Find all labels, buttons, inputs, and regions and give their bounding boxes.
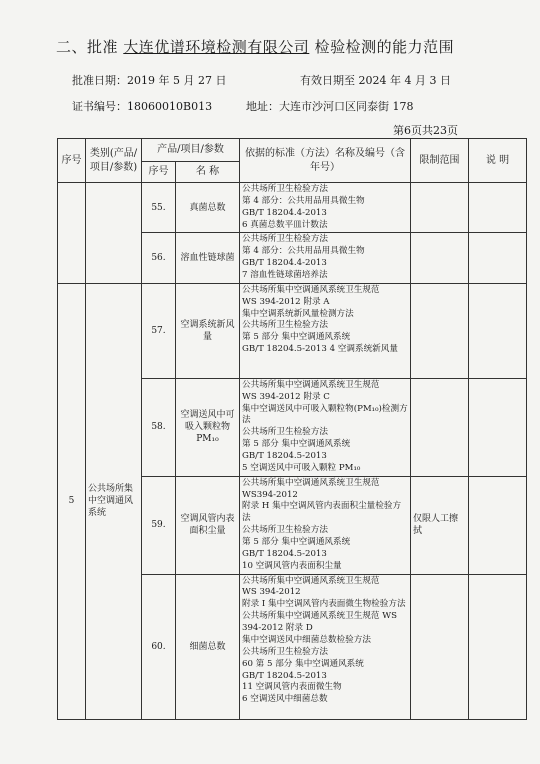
approval-date: 批准日期：2019 年 5 月 27 日 (72, 74, 227, 87)
item-number: 60. (142, 574, 176, 719)
item-number: 55. (142, 183, 176, 233)
item-name: 空调送风中可吸入颗粒物 PM₁₀ (176, 378, 240, 476)
note-cell (469, 378, 527, 476)
standard-line: 集中空调系统新风量检测方法 (242, 308, 354, 319)
header-note: 说 明 (469, 139, 527, 183)
header-product-group: 产品/项目/参数 (142, 139, 240, 162)
standard-line: 集中空调送风中可吸入颗粒物(PM₁₀)检测方法 (242, 403, 408, 426)
standard-line: 附录 H 集中空调风管内表面积尘量检验方法 (242, 501, 402, 524)
certificate-number: 证书编号：18060010B013 (72, 100, 213, 113)
standard-line: WS 394-2012 附录 C (242, 391, 330, 402)
item-number: 56. (142, 233, 176, 283)
standard-line: 公共场所卫生检验方法 (242, 646, 328, 657)
standard-line: GB/T 18204.5-2013 (242, 451, 327, 462)
standard-line: 集中空调送风中细菌总数检验方法 (242, 634, 371, 645)
item-number: 58. (142, 378, 176, 476)
standard-line: 公共场所卫生检验方法 (242, 234, 328, 245)
standard-line: 附录 I 集中空调风管内表面微生物检验方法 公共场所集中空调通风系统卫生规范 WS 394-2012 附录 D (242, 599, 406, 634)
note-cell (469, 283, 527, 378)
standard-cell (240, 233, 411, 283)
standard-cell (240, 283, 411, 378)
standard-line: 10 空调风管内表面积尘量 (242, 560, 342, 571)
standard-line: 7 溶血性链球菌培养法 (242, 270, 328, 281)
standard-line: 6 空调送风中细菌总数 (242, 694, 328, 705)
standard-line: 公共场所集中空调通风系统卫生规范 (242, 575, 380, 586)
valid-until: 有效日期至 2024 年 4 月 3 日 (300, 74, 451, 87)
standard-line: 公共场所集中空调通风系统卫生规范 (242, 379, 380, 390)
category-name: 公共场所集中空调通风系统 (86, 283, 142, 719)
standard-line: 5 空调送风中可吸入颗粒 PM₁₀ (242, 462, 361, 473)
limit-cell (411, 183, 469, 233)
standard-line: 公共场所卫生检验方法 (242, 320, 328, 331)
item-number: 57. (142, 283, 176, 378)
standard-line: WS 394-2012 (242, 587, 301, 598)
address: 地址：大连市沙河口区同泰街 178 (246, 100, 414, 113)
standard-line: 第 5 部分 集中空调通风系统 (242, 537, 351, 548)
category-seq: 5 (58, 283, 86, 719)
header-item-name: 名 称 (176, 162, 240, 183)
standard-line: 公共场所卫生检验方法 (242, 427, 328, 438)
seq-cell (58, 183, 86, 284)
standard-line: 第 4 部分：公共用品用具微生物 (242, 195, 365, 206)
capability-table (57, 138, 527, 720)
company-name: 大连优谱环境检测有限公司 (123, 38, 310, 56)
standard-cell (240, 476, 411, 574)
page-number: 第6页共23页 (393, 124, 458, 137)
standard-line: 公共场所集中空调通风系统卫生规范 (242, 284, 380, 295)
limit-cell: 仅限人工擦拭 (411, 476, 469, 574)
standard-line: 公共场所卫生检验方法 (242, 525, 328, 536)
limit-cell (411, 574, 469, 719)
note-cell (469, 183, 527, 233)
standard-line: WS 394-2012 附录 A (242, 296, 330, 307)
table-row (58, 283, 527, 378)
standard-line: 第 5 部分 集中空调通风系统 (242, 332, 351, 343)
header-seq: 序号 (58, 139, 86, 183)
standard-line: 第 4 部分：公共用品用具微生物 (242, 246, 365, 257)
header-limit: 限制范围 (411, 139, 469, 183)
standard-line: 60 第 5 部分 集中空调通风系统 (242, 658, 364, 669)
item-name: 细菌总数 (176, 574, 240, 719)
header-item-no: 序号 (142, 162, 176, 183)
standard-line: GB/T 18204.4-2013 (242, 258, 327, 269)
limit-cell (411, 233, 469, 283)
category-cell (86, 183, 142, 284)
standard-line: 6 真菌总数平皿计数法 (242, 219, 328, 230)
header-category: 类别(产品/项目/参数) (86, 139, 142, 183)
table-row (58, 183, 527, 233)
item-number: 59. (142, 476, 176, 574)
limit-cell (411, 283, 469, 378)
standard-cell (240, 378, 411, 476)
standard-line: GB/T 18204.5-2013 (242, 670, 327, 681)
note-cell (469, 476, 527, 574)
item-name: 空调风管内表面积尘量 (176, 476, 240, 574)
standard-cell (240, 574, 411, 719)
standard-cell (240, 183, 411, 233)
standard-line: GB/T 18204.4-2013 (242, 207, 327, 218)
standard-line: GB/T 18204.5-2013 4 空调系统新风量 (242, 344, 398, 355)
standard-line: 公共场所卫生检验方法 (242, 184, 328, 194)
item-name: 真菌总数 (176, 183, 240, 233)
standard-line: GB/T 18204.5-2013 (242, 548, 327, 559)
standard-line: 第 5 部分 集中空调通风系统 (242, 439, 351, 450)
standard-line: 公共场所集中空调通风系统卫生规范 (242, 477, 380, 488)
standard-line: WS394-2012 (242, 489, 298, 500)
header-standard: 依据的标准（方法）名称及编号（含年号） (240, 139, 411, 183)
note-cell (469, 233, 527, 283)
item-name: 溶血性链球菌 (176, 233, 240, 283)
title-prefix: 二、批准 (56, 38, 119, 56)
note-cell (469, 574, 527, 719)
item-name: 空调系统新风量 (176, 283, 240, 378)
page-title (56, 36, 454, 57)
title-suffix: 检验检测的能力范围 (314, 38, 455, 56)
standard-line: 11 空调风管内表面微生物 (242, 682, 342, 693)
limit-cell (411, 378, 469, 476)
